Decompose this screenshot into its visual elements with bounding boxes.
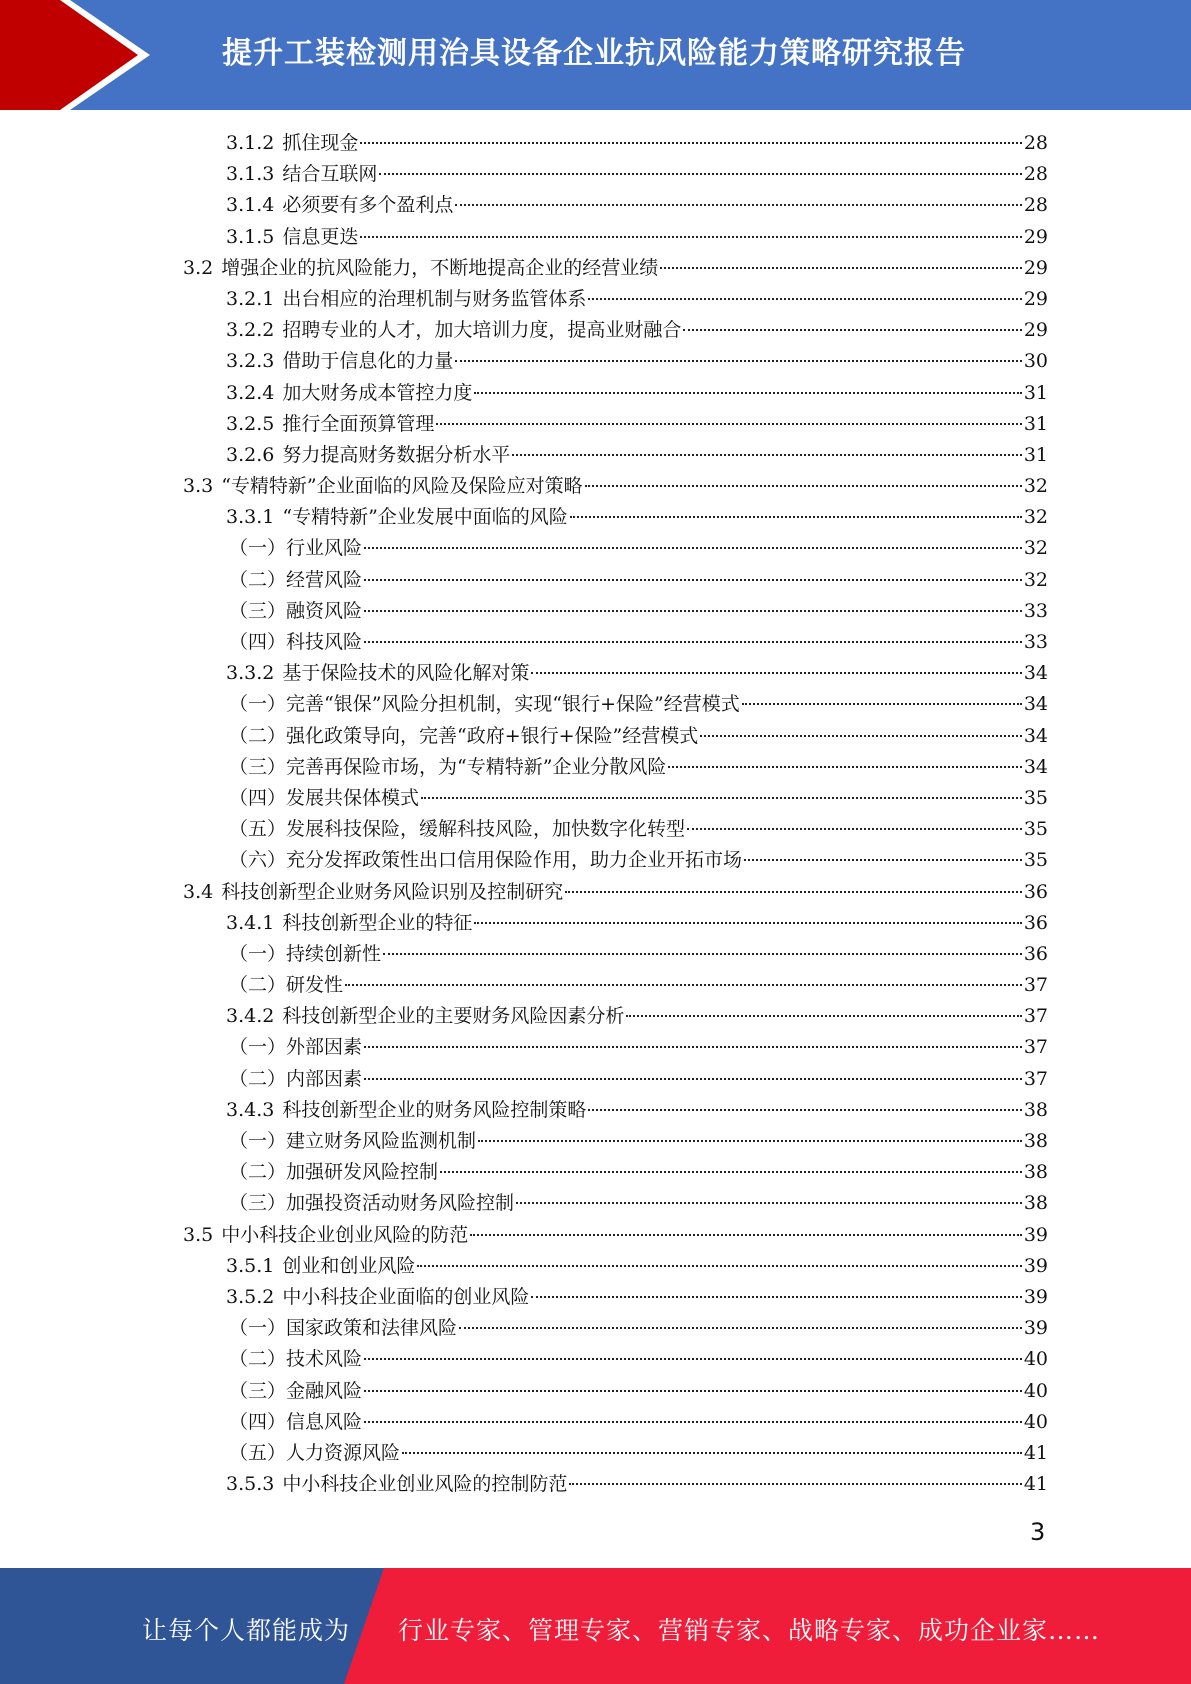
toc-entry-title: （三）金融风险 bbox=[229, 1379, 363, 1402]
toc-entry-number: 3.5.1 bbox=[226, 1254, 275, 1277]
toc-dot-leader bbox=[478, 1140, 1022, 1142]
toc-entry[interactable] bbox=[183, 908, 1048, 939]
toc-entry-number: 3.1.5 bbox=[226, 225, 275, 248]
toc-entry[interactable] bbox=[183, 284, 1048, 315]
toc-entry[interactable] bbox=[183, 970, 1048, 1001]
toc-entry-title: 科技创新型企业的主要财务风险因素分析 bbox=[282, 1005, 625, 1028]
toc-entry[interactable] bbox=[183, 783, 1048, 814]
toc-entry-page: 29 bbox=[1023, 225, 1048, 248]
toc-dot-leader bbox=[569, 1483, 1021, 1485]
toc-entry[interactable] bbox=[183, 565, 1048, 596]
toc-entry-number: 3.2.3 bbox=[226, 350, 275, 373]
toc-entry-number: 3.5.2 bbox=[226, 1285, 275, 1308]
toc-entry-number: 3.4 bbox=[183, 880, 214, 903]
toc-entry[interactable] bbox=[183, 1344, 1048, 1375]
toc-entry-number: 3.4.3 bbox=[226, 1098, 275, 1121]
toc-entry-page: 36 bbox=[1023, 911, 1048, 934]
toc-dot-leader bbox=[459, 1327, 1022, 1329]
toc-entry[interactable] bbox=[183, 627, 1048, 658]
toc-entry-title: 加大财务成本管控力度 bbox=[282, 381, 473, 404]
toc-dot-leader bbox=[421, 797, 1022, 799]
toc-entry[interactable] bbox=[183, 689, 1048, 720]
toc-dot-leader bbox=[683, 329, 1021, 331]
toc-entry-page: 33 bbox=[1023, 599, 1048, 622]
toc-entry[interactable] bbox=[183, 1001, 1048, 1032]
toc-entry-title: 结合互联网 bbox=[282, 163, 378, 186]
toc-entry-title: （二）强化政策导向，完善“政府+银行+保险”经营模式 bbox=[229, 724, 699, 747]
toc-dot-leader bbox=[455, 360, 1021, 362]
toc-entry-title: 增强企业的抗风险能力，不断地提高企业的经营业绩 bbox=[221, 256, 659, 279]
toc-entry-page: 33 bbox=[1023, 631, 1048, 653]
toc-entry[interactable] bbox=[183, 845, 1048, 876]
toc-entry[interactable] bbox=[183, 1438, 1048, 1469]
toc-entry-number: 3.4.1 bbox=[226, 911, 275, 934]
toc-dot-leader bbox=[345, 984, 1022, 986]
toc-dot-leader bbox=[402, 1452, 1022, 1454]
toc-entry[interactable] bbox=[183, 253, 1048, 284]
toc-dot-leader bbox=[379, 173, 1021, 175]
toc-entry[interactable] bbox=[183, 1376, 1048, 1407]
toc-entry-title: 中小科技企业面临的创业风险 bbox=[282, 1285, 530, 1308]
toc-dot-leader bbox=[570, 516, 1022, 518]
toc-dot-leader bbox=[742, 703, 1022, 705]
toc-entry-title: （一）建立财务风险监测机制 bbox=[229, 1130, 477, 1152]
toc-entry-page: 34 bbox=[1023, 693, 1048, 716]
toc-entry-title: （三）加强投资活动财务风险控制 bbox=[229, 1192, 515, 1215]
toc-entry-page: 32 bbox=[1023, 568, 1048, 591]
toc-entry[interactable] bbox=[183, 877, 1048, 908]
toc-dot-leader bbox=[531, 672, 1021, 674]
toc-dot-leader bbox=[360, 236, 1021, 238]
toc-entry[interactable] bbox=[183, 1126, 1048, 1157]
toc-entry-number: 3.2.2 bbox=[226, 319, 275, 342]
toc-dot-leader bbox=[470, 1234, 1022, 1236]
toc-entry-title: （二）内部因素 bbox=[229, 1067, 363, 1090]
toc-entry[interactable] bbox=[183, 378, 1048, 409]
toc-dot-leader bbox=[417, 1265, 1021, 1267]
toc-dot-leader bbox=[565, 891, 1022, 893]
toc-dot-leader bbox=[585, 485, 1022, 487]
toc-entry-title: 中小科技企业创业风险的控制防范 bbox=[282, 1473, 568, 1496]
toc-entry[interactable] bbox=[183, 440, 1048, 471]
toc-entry-page: 39 bbox=[1023, 1317, 1048, 1340]
toc-entry-page: 40 bbox=[1023, 1379, 1048, 1402]
page-footer bbox=[0, 1568, 1191, 1684]
toc-entry-page: 37 bbox=[1023, 1067, 1048, 1090]
toc-entry-number: 3.3.1 bbox=[226, 506, 275, 529]
toc-entry[interactable] bbox=[183, 159, 1048, 190]
table-of-contents bbox=[183, 128, 1048, 1500]
toc-entry[interactable] bbox=[183, 1188, 1048, 1219]
toc-entry-page: 29 bbox=[1023, 319, 1048, 342]
toc-entry-title: “专精特新”企业发展中面临的风险 bbox=[282, 506, 568, 529]
toc-entry[interactable] bbox=[183, 1282, 1048, 1313]
toc-dot-leader bbox=[360, 142, 1021, 144]
toc-entry[interactable] bbox=[183, 502, 1048, 533]
toc-entry-number: 3.1.3 bbox=[226, 163, 275, 186]
toc-dot-leader bbox=[512, 454, 1021, 456]
toc-entry-page: 31 bbox=[1023, 381, 1048, 404]
toc-entry-title: （二）研发性 bbox=[229, 974, 344, 997]
header-title: 提升工装检测用治具设备企业抗风险能力策略研究报告 bbox=[222, 36, 966, 71]
toc-entry[interactable] bbox=[183, 190, 1048, 221]
toc-entry-title: 科技创新型企业的特征 bbox=[282, 911, 473, 934]
toc-entry-page: 29 bbox=[1023, 256, 1048, 279]
toc-entry-page: 28 bbox=[1023, 163, 1048, 186]
toc-entry-page: 34 bbox=[1023, 755, 1048, 778]
toc-entry-title: （五）人力资源风险 bbox=[229, 1441, 401, 1464]
toc-entry-number: 3.2.4 bbox=[226, 381, 275, 404]
toc-entry-page: 38 bbox=[1023, 1098, 1048, 1121]
toc-dot-leader bbox=[588, 1109, 1021, 1111]
toc-dot-leader bbox=[364, 1078, 1022, 1080]
chevron-arrow-icon bbox=[0, 0, 160, 110]
footer-slogan-left: 让每个人都能成为 bbox=[142, 1616, 351, 1645]
toc-entry-title: 科技创新型企业财务风险识别及控制研究 bbox=[221, 880, 564, 903]
toc-entry[interactable] bbox=[183, 346, 1048, 377]
toc-dot-leader bbox=[440, 1171, 1022, 1173]
toc-dot-leader bbox=[474, 392, 1021, 394]
toc-dot-leader bbox=[516, 1202, 1022, 1204]
toc-entry[interactable] bbox=[183, 814, 1048, 845]
toc-entry-page: 34 bbox=[1023, 662, 1048, 685]
toc-entry-title: （一）行业风险 bbox=[229, 537, 363, 560]
toc-dot-leader bbox=[668, 766, 1021, 768]
toc-entry[interactable] bbox=[183, 1032, 1048, 1063]
toc-entry-title: （二）经营风险 bbox=[229, 568, 363, 591]
toc-entry-title: （四）发展共保体模式 bbox=[229, 786, 420, 809]
toc-entry[interactable] bbox=[183, 533, 1048, 564]
toc-dot-leader bbox=[364, 641, 1022, 643]
toc-dot-leader bbox=[474, 922, 1021, 924]
toc-dot-leader bbox=[383, 953, 1022, 955]
toc-entry[interactable] bbox=[183, 471, 1048, 502]
page-number: 3 bbox=[1030, 1518, 1046, 1546]
toc-entry-title: 基于保险技术的风险化解对策 bbox=[282, 662, 530, 685]
toc-dot-leader bbox=[436, 423, 1021, 425]
toc-entry-title: （一）完善“银保”风险分担机制，实现“银行+保险”经营模式 bbox=[229, 693, 740, 716]
toc-entry-page: 36 bbox=[1023, 880, 1048, 903]
toc-entry-title: （一）持续创新性 bbox=[229, 942, 382, 965]
toc-dot-leader bbox=[588, 298, 1021, 300]
toc-entry-title: （二）加强研发风险控制 bbox=[229, 1161, 439, 1184]
page-header bbox=[0, 0, 1191, 110]
toc-entry-number: 3.5 bbox=[183, 1223, 214, 1246]
toc-dot-leader bbox=[531, 1296, 1021, 1298]
toc-entry-page: 37 bbox=[1023, 1036, 1048, 1059]
toc-entry[interactable] bbox=[183, 1220, 1048, 1251]
toc-dot-leader bbox=[364, 579, 1022, 581]
toc-entry-title: 科技创新型企业的财务风险控制策略 bbox=[282, 1098, 587, 1121]
toc-entry-number: 3.2.6 bbox=[226, 443, 275, 466]
toc-dot-leader bbox=[455, 204, 1021, 206]
toc-entry-title: 推行全面预算管理 bbox=[282, 412, 435, 435]
toc-entry[interactable] bbox=[183, 752, 1048, 783]
toc-entry-page: 39 bbox=[1023, 1254, 1048, 1277]
toc-dot-leader bbox=[364, 610, 1022, 612]
toc-entry-page: 28 bbox=[1023, 132, 1048, 154]
toc-entry[interactable] bbox=[183, 1157, 1048, 1188]
toc-entry-title: （五）发展科技保险，缓解科技风险，加快数字化转型 bbox=[229, 818, 686, 841]
toc-entry-page: 31 bbox=[1023, 412, 1048, 435]
toc-entry[interactable] bbox=[183, 409, 1048, 440]
toc-entry-title: 出台相应的治理机制与财务监管体系 bbox=[282, 287, 587, 310]
toc-entry-number: 3.5.3 bbox=[226, 1473, 275, 1496]
toc-entry-number: 3.2.5 bbox=[226, 412, 275, 435]
toc-entry[interactable] bbox=[183, 1095, 1048, 1126]
toc-entry-title: （一）外部因素 bbox=[229, 1036, 363, 1059]
toc-dot-leader bbox=[660, 267, 1022, 269]
toc-dot-leader bbox=[744, 859, 1022, 861]
toc-entry-page: 38 bbox=[1023, 1192, 1048, 1215]
toc-entry-page: 40 bbox=[1023, 1348, 1048, 1371]
toc-entry-title: “专精特新”企业面临的风险及保险应对策略 bbox=[221, 475, 583, 498]
toc-entry-title: 中小科技企业创业风险的防范 bbox=[221, 1223, 469, 1246]
toc-dot-leader bbox=[687, 828, 1022, 830]
toc-entry[interactable] bbox=[183, 222, 1048, 253]
toc-entry-number: 3.4.2 bbox=[226, 1005, 275, 1028]
toc-entry-title: 借助于信息化的力量 bbox=[282, 350, 454, 373]
toc-entry-page: 35 bbox=[1023, 786, 1048, 809]
toc-entry-title: （四）科技风险 bbox=[229, 631, 363, 653]
toc-entry[interactable] bbox=[183, 315, 1048, 346]
toc-entry-title: （六）充分发挥政策性出口信用保险作用，助力企业开拓市场 bbox=[229, 849, 743, 872]
toc-entry-title: 必须要有多个盈利点 bbox=[282, 194, 454, 217]
toc-entry-page: 31 bbox=[1023, 443, 1048, 466]
toc-entry[interactable] bbox=[183, 939, 1048, 970]
toc-entry[interactable] bbox=[183, 721, 1048, 752]
toc-entry-page: 39 bbox=[1023, 1285, 1048, 1308]
toc-entry-page: 39 bbox=[1023, 1223, 1048, 1246]
toc-entry-page: 29 bbox=[1023, 287, 1048, 310]
toc-entry-title: 信息更迭 bbox=[282, 225, 359, 248]
toc-entry-page: 34 bbox=[1023, 724, 1048, 747]
toc-entry-page: 38 bbox=[1023, 1161, 1048, 1184]
toc-entry-page: 35 bbox=[1023, 818, 1048, 841]
toc-entry[interactable] bbox=[183, 1469, 1048, 1500]
toc-entry[interactable] bbox=[183, 1407, 1048, 1438]
toc-entry-title: （四）信息风险 bbox=[229, 1410, 363, 1433]
toc-entry-title: （一）国家政策和法律风险 bbox=[229, 1317, 458, 1340]
toc-dot-leader bbox=[364, 1421, 1022, 1423]
toc-entry-page: 32 bbox=[1023, 537, 1048, 560]
toc-entry[interactable] bbox=[183, 596, 1048, 627]
toc-dot-leader bbox=[364, 1358, 1022, 1360]
toc-entry-title: 抓住现金 bbox=[282, 132, 359, 154]
toc-dot-leader bbox=[364, 1390, 1022, 1392]
toc-dot-leader bbox=[364, 547, 1022, 549]
toc-entry[interactable] bbox=[183, 1313, 1048, 1344]
toc-entry-page: 35 bbox=[1023, 849, 1048, 872]
toc-entry[interactable] bbox=[183, 128, 1048, 159]
toc-entry-number: 3.2.1 bbox=[226, 287, 275, 310]
toc-entry-page: 28 bbox=[1023, 194, 1048, 217]
toc-entry-page: 36 bbox=[1023, 942, 1048, 965]
toc-entry-page: 32 bbox=[1023, 506, 1048, 529]
toc-dot-leader bbox=[364, 1046, 1022, 1048]
toc-entry[interactable] bbox=[183, 1251, 1048, 1282]
toc-entry-title: （三）完善再保险市场，为“专精特新”企业分散风险 bbox=[229, 755, 667, 778]
toc-entry-page: 41 bbox=[1023, 1441, 1048, 1464]
toc-entry[interactable] bbox=[183, 1064, 1048, 1095]
toc-dot-leader bbox=[700, 735, 1022, 737]
toc-entry-title: 努力提高财务数据分析水平 bbox=[282, 443, 511, 466]
toc-dot-leader bbox=[626, 1015, 1021, 1017]
footer-slogan-right: 行业专家、管理专家、营销专家、战略专家、成功企业家…… bbox=[398, 1616, 1101, 1645]
toc-entry-page: 37 bbox=[1023, 974, 1048, 997]
toc-entry-title: （二）技术风险 bbox=[229, 1348, 363, 1371]
toc-entry-page: 40 bbox=[1023, 1410, 1048, 1433]
toc-entry-title: 创业和创业风险 bbox=[282, 1254, 416, 1277]
toc-entry-page: 37 bbox=[1023, 1005, 1048, 1028]
toc-entry-number: 3.3 bbox=[183, 475, 214, 498]
toc-entry-number: 3.1.4 bbox=[226, 194, 275, 217]
toc-entry-title: 招聘专业的人才，加大培训力度，提高业财融合 bbox=[282, 319, 682, 342]
toc-entry-page: 41 bbox=[1023, 1473, 1048, 1496]
toc-entry-number: 3.1.2 bbox=[226, 132, 275, 154]
toc-entry-page: 38 bbox=[1023, 1130, 1048, 1152]
toc-entry-number: 3.3.2 bbox=[226, 662, 275, 685]
toc-entry-number: 3.2 bbox=[183, 256, 214, 279]
toc-entry-page: 32 bbox=[1023, 475, 1048, 498]
toc-entry-page: 30 bbox=[1023, 350, 1048, 373]
toc-entry[interactable] bbox=[183, 658, 1048, 689]
toc-entry-title: （三）融资风险 bbox=[229, 599, 363, 622]
